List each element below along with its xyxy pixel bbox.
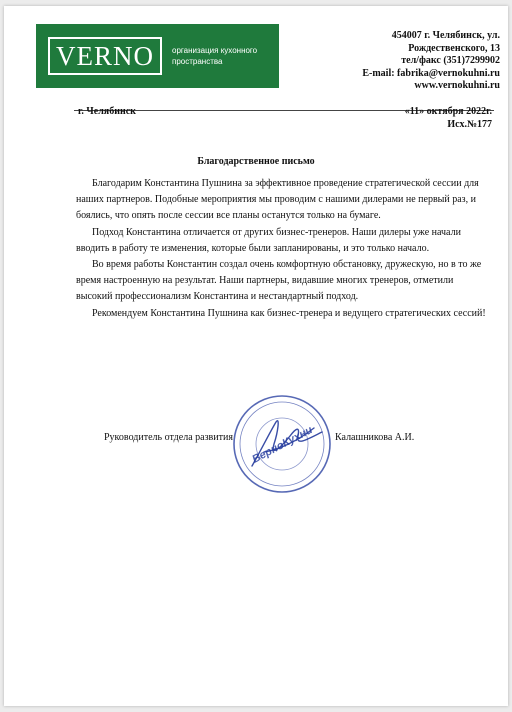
letter-title: Благодарственное письмо bbox=[197, 156, 315, 167]
signatory-name: Калашникова А.И. bbox=[335, 432, 415, 443]
address-line: Рождественского, 13 bbox=[408, 42, 500, 54]
logo-wordmark: VERNO bbox=[56, 40, 154, 71]
letter-body bbox=[76, 176, 490, 322]
body-paragraph: Благодарим Константина Пушнина за эффективное проведение стратегической сессии для наших партнеров. Подобные мероприятия мы проводим с нашими дилерами не первый раз, и боялись, что опять после сессии все планы останутся только на бумаге. bbox=[76, 178, 479, 222]
stamp-text: ВерноКухни bbox=[250, 423, 315, 466]
logo-tagline: организация кухонного пространства bbox=[172, 46, 258, 66]
signatory-title: Руководитель отдела развития bbox=[104, 432, 233, 443]
body-paragraph: Во время работы Константин создал очень комфортную обстановку, дружескую, но в то же время настроенную на результат. Наши партнеры, видавшие многих тренеров, отметили высокий профессионализм Константина и нестандартный подход. bbox=[76, 259, 482, 303]
letter-date: «11» октября 2022г. bbox=[404, 106, 492, 117]
city-label: г. Челябинск bbox=[78, 106, 136, 117]
company-stamp bbox=[230, 392, 334, 496]
body-paragraph: Рекомендуем Константина Пушнина как бизнес-тренера и ведущего стратегических сессий! bbox=[92, 307, 486, 319]
body-paragraph: Подход Константина отличается от других бизнес-тренеров. Наши дилеры уже начали вводить в работу те изменения, которые были запланированы, и это только начало. bbox=[76, 226, 461, 254]
address-phone: тел/факс (351)7299902 bbox=[401, 55, 500, 66]
address-email: E-mail: fabrika@vernokuhni.ru bbox=[362, 67, 500, 79]
address-website: www.vernokuhni.ru bbox=[414, 80, 500, 91]
outgoing-number: Исх.№177 bbox=[447, 118, 492, 130]
address-line: 454007 г. Челябинск, ул. bbox=[391, 30, 500, 41]
logo-wordmark-box bbox=[48, 37, 162, 75]
company-address bbox=[362, 30, 500, 93]
date-block bbox=[405, 106, 492, 131]
company-logo bbox=[36, 24, 279, 88]
letter-page bbox=[4, 6, 508, 706]
